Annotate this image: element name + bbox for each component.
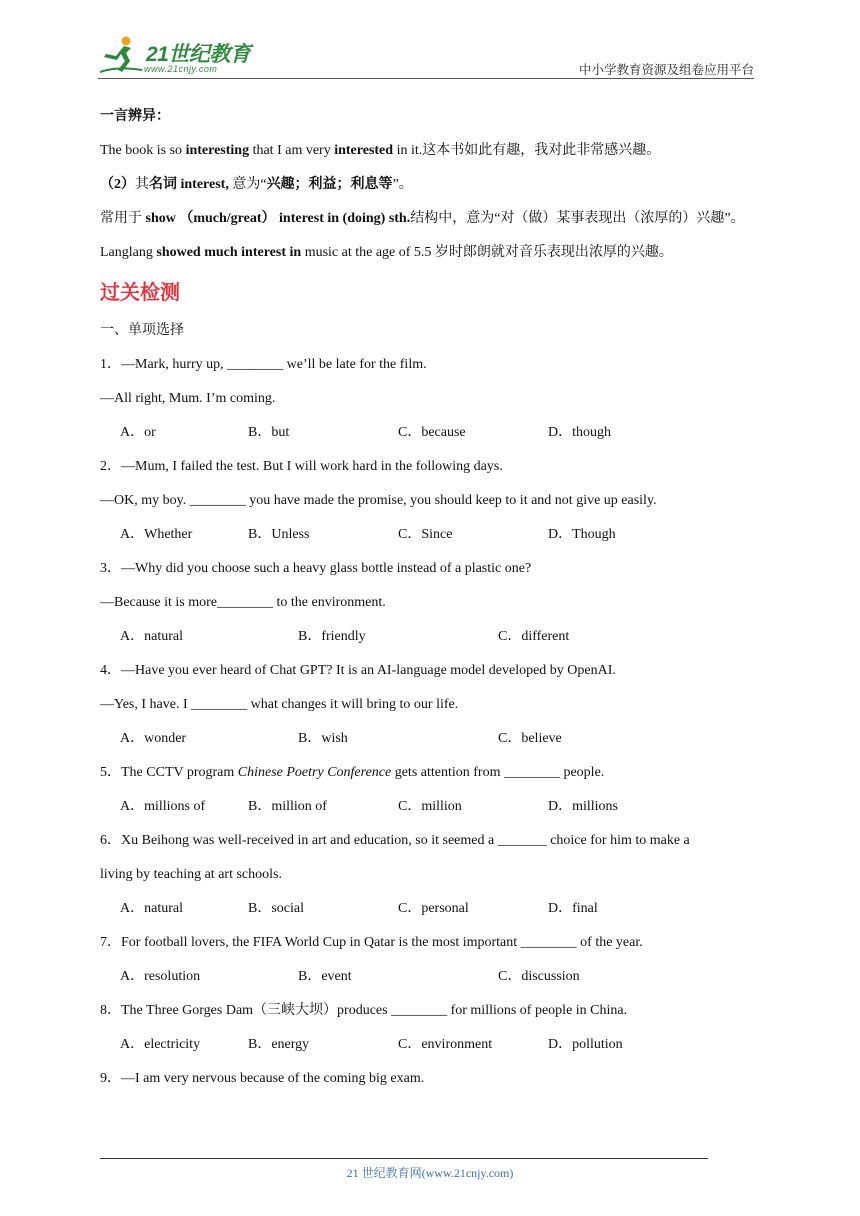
option-b[interactable]: B．social (248, 901, 304, 916)
question-8-stem: 8．The Three Gorges Dam（三峡大坝）produces ________ for millions of people in China. (100, 1003, 628, 1018)
option-c[interactable]: C．personal (398, 901, 469, 916)
question-1-stem: 1．—Mark, hurry up, ________ we’ll be late for the film. (100, 357, 427, 372)
question-3-reply: —Because it is more________ to the environment. (100, 595, 386, 610)
question-2-stem: 2．—Mum, I failed the test. But I will work hard in the following days. (100, 459, 503, 474)
document-body (100, 100, 760, 1096)
question-2-options (100, 518, 760, 552)
question-6-stem-cont: living by teaching at art schools. (100, 867, 282, 882)
question-4-stem: 4．—Have you ever heard of Chat GPT? It is an AI-language model developed by OpenAI. (100, 663, 616, 678)
option-a[interactable]: A．Whether (120, 527, 193, 542)
question-1-options (100, 416, 760, 450)
question-5-options (100, 790, 760, 824)
question-4-options (100, 722, 760, 756)
option-c[interactable]: C．different (498, 629, 570, 644)
option-b[interactable]: B．but (248, 425, 290, 440)
option-c[interactable]: C．environment (398, 1037, 493, 1052)
section-title: 过关检测 (100, 280, 180, 304)
question-1-reply: —All right, Mum. I’m coming. (100, 391, 276, 406)
option-b[interactable]: B．friendly (298, 629, 366, 644)
question-3-stem: 3．—Why did you choose such a heavy glass bottle instead of a plastic one? (100, 561, 532, 576)
distinction-label: 一言辨异： (100, 109, 170, 124)
page-footer: 21 世纪教育网(www.21cnjy.com) (346, 1166, 514, 1180)
option-b[interactable]: B．event (298, 969, 352, 984)
option-c[interactable]: C．believe (498, 731, 562, 746)
question-9-stem: 9．—I am very nervous because of the coming big exam. (100, 1071, 425, 1086)
option-d[interactable]: D．though (548, 425, 611, 440)
logo-url: www.21cnjy.com (144, 64, 218, 74)
option-a[interactable]: A．natural (120, 901, 183, 916)
option-b[interactable]: B．wish (298, 731, 348, 746)
question-7-options (100, 960, 760, 994)
option-c[interactable]: C．discussion (498, 969, 580, 984)
question-8-options (100, 1028, 760, 1062)
option-c[interactable]: C．million (398, 799, 462, 814)
option-b[interactable]: B．million of (248, 799, 327, 814)
grammar-point-2: （2）其名词 interest, 意为“兴趣；利益；利息等”。 (100, 177, 413, 192)
logo-text: 21世纪教育 (146, 43, 251, 66)
option-a[interactable]: A．resolution (120, 969, 201, 984)
footer-divider (100, 1158, 708, 1159)
header-divider (98, 78, 754, 79)
option-d[interactable]: D．Though (548, 527, 616, 542)
question-6-options (100, 892, 760, 926)
question-7-stem: 7．For football lovers, the FIFA World Cup in Qatar is the most important ________ of the year. (100, 935, 643, 950)
option-d[interactable]: D．pollution (548, 1037, 623, 1052)
question-5-stem: 5．The CCTV program Chinese Poetry Conference gets attention from ________ people. (100, 765, 605, 780)
runner-logo-icon (98, 34, 144, 78)
option-c[interactable]: C．because (398, 425, 466, 440)
option-b[interactable]: B．energy (248, 1037, 310, 1052)
option-a[interactable]: A．millions of (120, 799, 206, 814)
option-a[interactable]: A．wonder (120, 731, 187, 746)
option-a[interactable]: A．electricity (120, 1037, 201, 1052)
option-a[interactable]: A．or (120, 425, 156, 440)
question-2-reply: —OK, my boy. ________ you have made the promise, you should keep to it and not give up easily. (100, 493, 657, 508)
option-b[interactable]: B．Unless (248, 527, 310, 542)
site-logo (98, 34, 268, 78)
page-header (98, 34, 754, 80)
example-sentence-2: Langlang showed much interest in music at the age of 5.5 岁时郎朗就对音乐表现出浓厚的兴趣。 (100, 245, 673, 260)
option-d[interactable]: D．final (548, 901, 598, 916)
option-c[interactable]: C．Since (398, 527, 453, 542)
question-4-reply: —Yes, I have. I ________ what changes it will bring to our life. (100, 697, 459, 712)
question-6-stem: 6．Xu Beihong was well-received in art and education, so it seemed a _______ choice for him to make a (100, 833, 690, 848)
usage-structure: 常用于 show （much/great） interest in (doing) sth.结构中，意为“对（做）某事表现出（浓厚的）兴趣”。 (100, 211, 745, 226)
section-subtitle: 一、单项选择 (100, 323, 184, 338)
question-3-options (100, 620, 760, 654)
option-a[interactable]: A．natural (120, 629, 183, 644)
platform-name: 中小学教育资源及组卷应用平台 (578, 63, 754, 77)
example-sentence-1: The book is so interesting that I am very interested in it.这本书如此有趣，我对此非常感兴趣。 (100, 143, 661, 158)
option-d[interactable]: D．millions (548, 799, 619, 814)
